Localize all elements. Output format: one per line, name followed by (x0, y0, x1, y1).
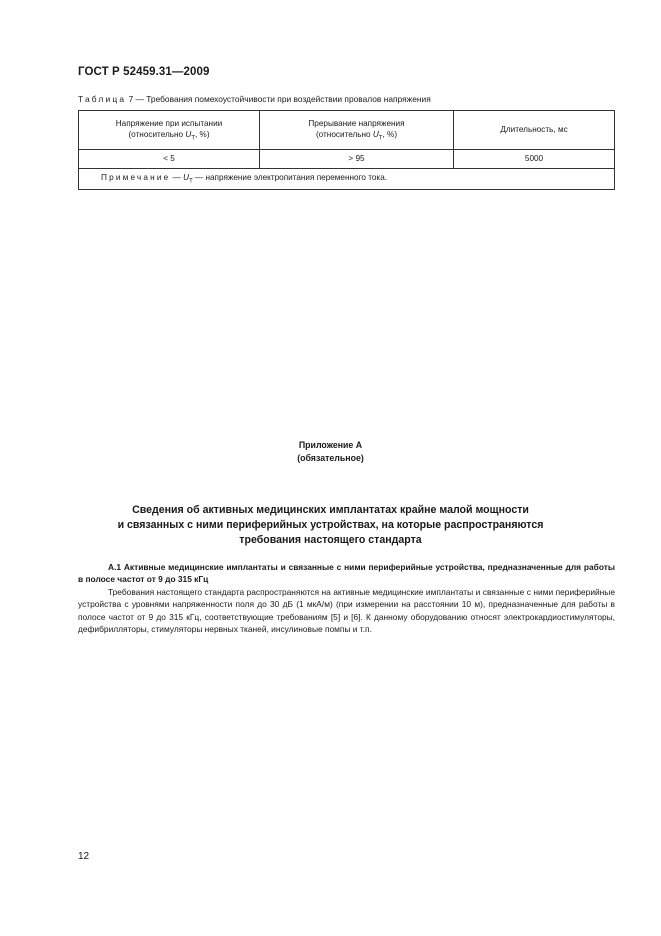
appendix-title: Приложение А (298, 440, 363, 450)
voltage-symbol: U (185, 129, 192, 139)
voltage-subscript: T (189, 178, 193, 185)
table-note-row (79, 169, 615, 190)
requirements-table (78, 110, 615, 190)
appendix-heading (80, 503, 581, 548)
column-header-line: , %) (194, 129, 210, 139)
appendix-status: (обязательное) (297, 453, 364, 463)
table-cell: < 5 (79, 150, 260, 169)
page-number: 12 (78, 851, 90, 862)
table-caption-word: Таблица (78, 94, 127, 104)
heading-line: требования настоящего стандарта (239, 534, 422, 546)
heading-line: Сведения об активных медицинских имплантатах крайне малой мощности (132, 504, 529, 516)
table-row (79, 150, 615, 169)
voltage-symbol: U (372, 129, 379, 139)
column-header-line: (относительно (128, 129, 186, 139)
table-note (79, 169, 615, 190)
voltage-subscript: T (378, 135, 383, 142)
table-header-row (79, 111, 615, 150)
column-header-line: (относительно (315, 129, 373, 139)
table-cell: 5000 (454, 150, 615, 169)
column-header-line: Напряжение при испытании (115, 118, 223, 128)
column-header-test-voltage (79, 111, 260, 150)
column-header-line: , %) (382, 129, 398, 139)
column-header-line: Прерывание напряжения (308, 118, 405, 128)
note-text: — напряжение электропитания переменного тока. (192, 173, 388, 183)
heading-line: и связанных с ними периферийных устройствах, на которые распространяются (117, 519, 544, 531)
column-header-interruption (260, 111, 454, 150)
section-paragraph: Требования настоящего стандарта распространяются на активные медицинские имплантаты и связанные с ними периферийные устройства с уровнями напряженности поля до 30 дБ (1 мкА/м) (при измерении на расстоянии 10 м), предназначенные для работы в полосе частот от 9 до 315 кГц, соответствующие требованиям [5] и [6]. К данному оборудованию относят электрокардиостимуляторы, дефибрилляторы, стимуляторы нервных тканей, инсулиновые помпы и т.п. (78, 586, 615, 635)
voltage-subscript: T (191, 135, 195, 142)
column-header-duration: Длительность, мс (454, 111, 615, 150)
section-a1 (78, 561, 615, 635)
table-caption (78, 94, 431, 104)
note-dash: — (170, 173, 184, 183)
document-code: ГОСТ Р 52459.31—2009 (78, 66, 210, 78)
table-cell: > 95 (260, 150, 454, 169)
voltage-symbol: U (183, 173, 190, 183)
table-caption-text: 7 — Требования помехоустойчивости при воздействии провалов напряжения (126, 94, 431, 104)
note-label: Примечание (101, 173, 171, 183)
section-heading: А.1 Активные медицинские имплантаты и связанные с ними периферийные устройства, предназначенные для работы в полосе частот от 9 до 315 кГц (78, 562, 615, 585)
